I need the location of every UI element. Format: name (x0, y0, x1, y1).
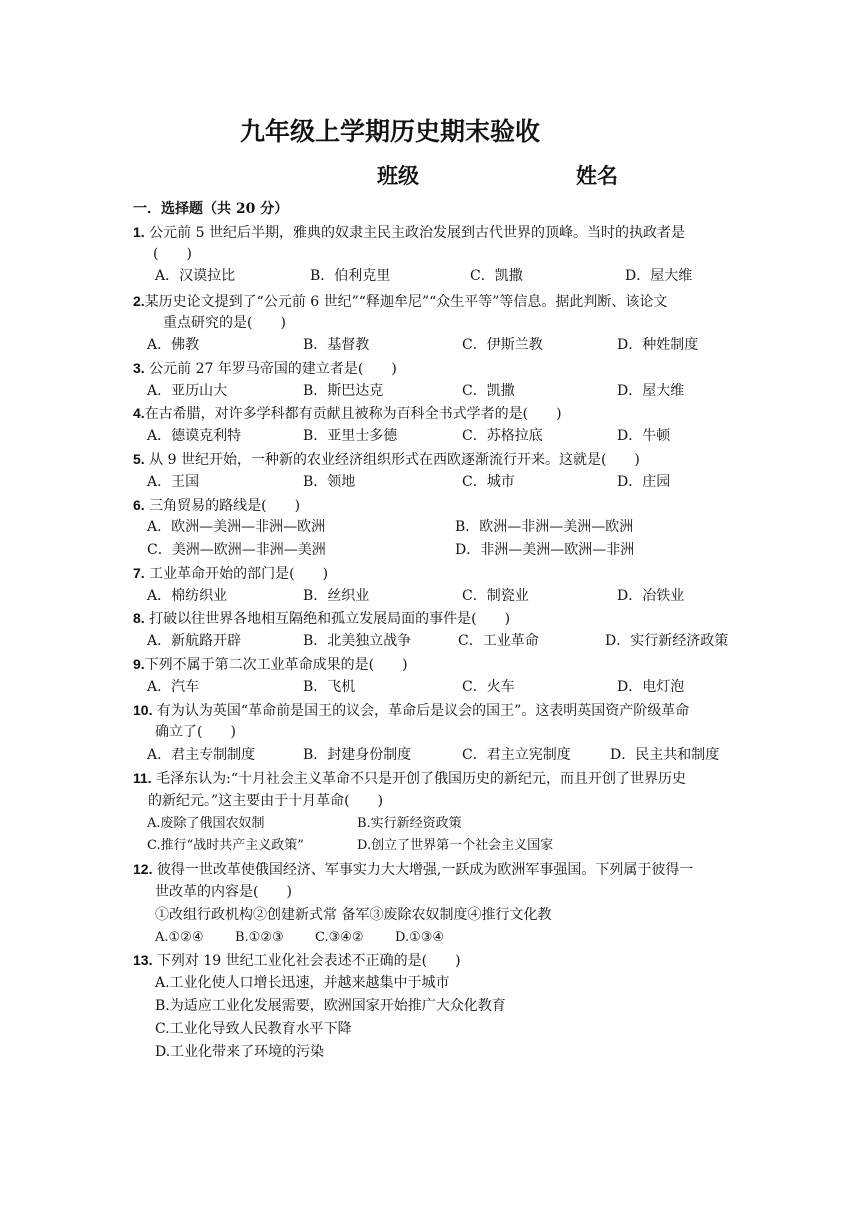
option-d: D．屋大维 (625, 268, 693, 284)
question-text: 彼得一世改革使俄国经济、军事实力大大增强,一跃成为欧洲军事强国。下列属于彼得一 (156, 862, 694, 878)
option-a: A．汽车 (147, 679, 200, 695)
option-c: C．伊斯兰教 (462, 337, 543, 353)
option-d: D．庄园 (617, 474, 671, 490)
question-number: 9. (133, 656, 145, 672)
option-d: D．牛顿 (617, 428, 671, 444)
option-a: A.工业化使人口增长迅速，并越来越集中于城市 (155, 975, 450, 991)
option-d: D．屋大维 (617, 383, 685, 399)
question-7 (133, 563, 328, 584)
option-c: C.③④② (315, 930, 364, 945)
option-c: C．城市 (462, 474, 515, 490)
question-number: 2. (133, 293, 145, 309)
question-items: ①改组行政机构②创建新式常 备军③废除农奴制度④推行文化教 (155, 907, 552, 923)
question-text: 三角贸易的路线是( ) (149, 498, 301, 514)
question-number: 10. (133, 702, 153, 718)
question-text: 公元前 5 世纪后半期，雅典的奴隶主民主政治发展到古代世界的顶峰。当时的执政者是 (149, 225, 685, 241)
question-continuation: 的新纪元。”这主要由于十月革命( ) (148, 793, 384, 809)
option-d: D.工业化带来了环境的污染 (155, 1044, 325, 1060)
name-label: 姓名 (576, 163, 618, 188)
question-text: 工业革命开始的部门是( ) (149, 566, 329, 582)
title-text: 九年级上学期历史期末验收 (240, 117, 541, 146)
question-continuation: ( ) (153, 246, 192, 262)
question-12 (133, 859, 693, 880)
question-text: 下列不属于第二次工业革命成果的是( ) (144, 657, 408, 673)
option-b: B．欧洲—非洲—美洲—欧洲 (455, 519, 634, 535)
question-number: 11. (133, 770, 152, 786)
option-a: A．汉谟拉比 (155, 268, 236, 284)
option-d: D．非洲—美洲—欧洲—非洲 (455, 542, 635, 558)
question-1 (133, 222, 685, 243)
question-text: 公元前 27 年罗马帝国的建立者是( ) (149, 361, 397, 377)
option-b: B.实行新经资政策 (357, 816, 462, 831)
question-text: 毛泽东认为:“十月社会主义革命不只是开创了俄国历史的新纪元，而且开创了世界历史 (156, 771, 687, 787)
option-c: C．君主立宪制度 (462, 747, 571, 763)
option-d: D．冶铁业 (617, 588, 685, 604)
option-b: B．基督教 (303, 337, 370, 353)
question-continuation: 确立了( ) (155, 724, 236, 740)
option-a: A．棉纺织业 (147, 588, 228, 604)
option-c: C．凯撒 (462, 383, 515, 399)
section-heading: 一．选择题（共 20 分） (133, 201, 289, 217)
question-number: 5. (133, 451, 145, 467)
option-b: B.①②③ (235, 930, 284, 945)
option-a: A.废除了俄国农奴制 (147, 816, 265, 831)
option-c: C．苏格拉底 (462, 428, 543, 444)
option-a: A.①②④ (155, 930, 204, 945)
question-13 (133, 950, 461, 971)
option-c: C．美洲—欧洲—非洲—美洲 (147, 542, 326, 558)
class-label: 班级 (377, 163, 419, 188)
option-d: D.①③④ (395, 930, 445, 945)
option-b: B．斯巴达克 (303, 383, 384, 399)
question-4 (133, 403, 562, 424)
option-c: C．工业革命 (458, 633, 539, 649)
option-a: A．欧洲—美洲—非洲—欧洲 (147, 519, 326, 535)
question-number: 8. (133, 610, 145, 626)
option-c: C.工业化导致人民教育水平下降 (155, 1021, 352, 1037)
option-b: B．伯利克里 (310, 268, 391, 284)
question-8 (133, 608, 510, 629)
question-number: 13. (133, 952, 153, 968)
question-9 (133, 654, 408, 675)
question-text: 某历史论文提到了“公元前 6 世纪”“释迦牟尼”“众生平等”等信息。据此判断、该论文 (144, 294, 668, 310)
question-number: 7. (133, 565, 145, 581)
option-b: B．封建身份制度 (303, 747, 412, 763)
option-d: D．民主共和制度 (610, 747, 720, 763)
question-6 (133, 495, 300, 516)
question-5 (133, 449, 640, 470)
option-d: D.创立了世界第一个社会主义国家 (357, 838, 554, 853)
question-number: 3. (133, 360, 145, 376)
option-a: A．王国 (147, 474, 200, 490)
option-b: B.为适应工业化发展需要，欧洲国家开始推广大众化教育 (155, 998, 506, 1014)
question-2 (133, 291, 667, 312)
question-text: 有为认为英国“革命前是国王的议会，革命后是议会的国王”。这表明英国资产阶级革命 (156, 703, 690, 719)
question-text: 在古希腊，对许多学科都有贡献且被称为百科全书式学者的是( ) (144, 406, 562, 422)
option-a: A．新航路开辟 (147, 633, 242, 649)
option-b: B．领地 (303, 474, 356, 490)
question-continuation: 世改革的内容是( ) (155, 884, 292, 900)
option-b: B．丝织业 (303, 588, 370, 604)
question-11 (133, 768, 686, 789)
question-number: 4. (133, 405, 145, 421)
question-3 (133, 358, 397, 379)
question-number: 6. (133, 497, 145, 513)
option-a: A．佛教 (147, 337, 200, 353)
option-c: C．凯撒 (470, 268, 523, 284)
option-b: B．北美独立战争 (303, 633, 412, 649)
option-d: D．实行新经济政策 (605, 633, 729, 649)
question-number: 12. (133, 861, 153, 877)
option-a: A．君主专制制度 (147, 747, 256, 763)
question-text: 下列对 19 世纪工业化社会表述不正确的是( ) (156, 953, 461, 969)
option-a: A．德谟克利特 (147, 428, 242, 444)
option-d: D．电灯泡 (617, 679, 685, 695)
question-text: 打破以往世界各地相互隔绝和孤立发展局面的事件是( ) (149, 611, 511, 627)
option-c: C．火车 (462, 679, 515, 695)
option-c: C.推行“战时共产主义政策” (147, 838, 304, 853)
question-10 (133, 700, 689, 721)
question-continuation: 重点研究的是( ) (163, 315, 286, 331)
option-b: B．飞机 (303, 679, 356, 695)
question-text: 从 9 世纪开始，一种新的农业经济组织形式在西欧逐渐流行开来。这就是( ) (149, 452, 640, 468)
question-number: 1. (133, 224, 145, 240)
option-d: D．种姓制度 (617, 337, 699, 353)
option-c: C．制瓷业 (462, 588, 529, 604)
option-b: B．亚里士多德 (303, 428, 398, 444)
option-a: A．亚历山大 (147, 383, 228, 399)
